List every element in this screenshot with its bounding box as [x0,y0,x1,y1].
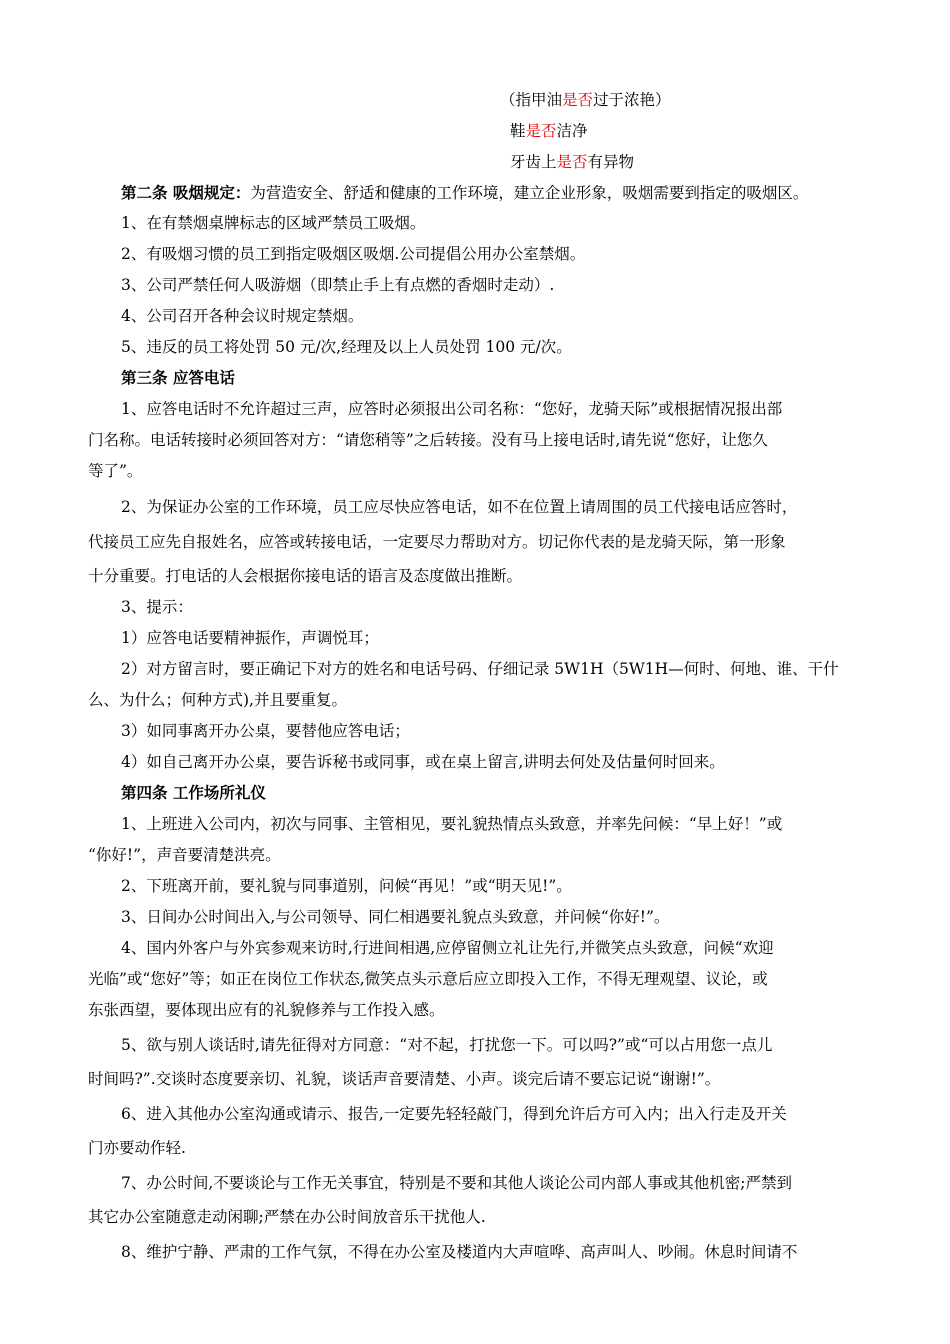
section-heading-workplace [121,783,266,803]
paragraph-line: 门名称。电话转接时必须回答对方：“请您稍等”之后转接。没有马上接电话时,请先说“您好，让您久 [88,431,768,449]
checklist-text: 过于浓艳） [593,91,671,109]
checklist-text: （指甲油 [500,91,563,109]
paragraph-line: 4、公司召开各种会议时规定禁烟。 [121,307,364,325]
paragraph-line: 5、违反的员工将处罚 50 元/次,经理及以上人员处罚 100 元/次。 [121,338,572,356]
paragraph-line: 门亦要动作轻. [88,1139,186,1157]
checklist-item [510,152,634,172]
paragraph-line: 十分重要。打电话的人会根据你接电话的语言及态度做出推断。 [88,567,523,585]
paragraph-line: 3）如同事离开办公桌，要替他应答电话； [121,722,410,740]
checklist-text: 有异物 [587,153,635,171]
paragraph-line: “你好!”，声音要清楚洪亮。 [88,846,281,864]
paragraph-line: 1、在有禁烟桌牌标志的区域严禁员工吸烟。 [121,214,426,232]
checklist-highlight: 是否 [525,122,557,140]
heading-text: 为营造安全、舒适和健康的工作环境，建立企业形象，吸烟需要到指定的吸烟区。 [250,184,809,202]
paragraph-line: 么、为什么；何种方式),并且要重复。 [88,691,347,709]
paragraph-line: 2、有吸烟习惯的员工到指定吸烟区吸烟.公司提倡公用办公室禁烟。 [121,245,586,263]
heading-label: 第三条 应答电话 [121,368,235,387]
paragraph-line: 4、国内外客户与外宾参观来访时,行进间相遇,应停留侧立礼让先行,并微笑点头致意，问候“欢迎 [121,939,774,957]
checklist-item [500,90,671,110]
paragraph-line: 6、进入其他办公室沟通或请示、报告,一定要先轻轻敲门，得到允许后方可入内；出入行走及开关 [121,1105,787,1123]
paragraph-line: 光临”或“您好”等；如正在岗位工作状态,微笑点头示意后应立即投入工作，不得无理观望、议论，或 [88,970,768,988]
checklist-item [510,121,588,141]
paragraph-line: 其它办公室随意走动闲聊;严禁在办公时间放音乐干扰他人. [88,1208,486,1226]
paragraph-line: 代接员工应先自报姓名，应答或转接电话，一定要尽力帮助对方。切记你代表的是龙骑天际，第一形象 [88,533,786,551]
paragraph-line: 7、办公时间,不要谈论与工作无关事宜，特别是不要和其他人谈论公司内部人事或其他机密;严禁到 [121,1174,793,1192]
checklist-highlight: 是否 [556,153,588,171]
heading-label: 第二条 吸烟规定： [121,183,251,202]
checklist-text: 洁净 [556,122,588,140]
section-heading-phone [121,368,235,388]
heading-label: 第四条 工作场所礼仪 [121,783,266,802]
paragraph-line: 5、欲与别人谈话时,请先征得对方同意：“对不起，打扰您一下。可以吗?”或“可以占用您一点儿 [121,1036,773,1054]
section-heading-smoking [121,183,808,203]
checklist-highlight: 是否 [562,91,594,109]
paragraph-line: 3、提示： [121,598,193,616]
checklist-text: 鞋 [510,122,526,140]
paragraph-line: 东张西望，要体现出应有的礼貌修养与工作投入感。 [88,1001,445,1019]
paragraph-line: 2）对方留言时，要正确记下对方的姓名和电话号码、仔细记录 5W1H（5W1H—何时、何地、谁、干什 [121,660,839,678]
checklist-text: 牙齿上 [510,153,557,171]
paragraph-line: 时间吗?”.交谈时态度要亲切、礼貌，谈话声音要清楚、小声。谈完后请不要忘记说“谢谢!”。 [88,1070,721,1088]
paragraph-line: 1、上班进入公司内，初次与同事、主管相见，要礼貌热情点头致意，并率先问候：“早上好！”或 [121,815,783,833]
paragraph-line: 8、维护宁静、严肃的工作气氛，不得在办公室及楼道内大声喧哗、高声叫人、吵闹。休息时间请不 [121,1243,798,1261]
paragraph-line: 1）应答电话要精神振作，声调悦耳； [121,629,379,647]
paragraph-line: 3、公司严禁任何人吸游烟（即禁止手上有点燃的香烟时走动）. [121,276,555,294]
paragraph-line: 1、应答电话时不允许超过三声，应答时必须报出公司名称：“您好，龙骑天际”或根据情况报出部 [121,400,783,418]
paragraph-line: 3、日间办公时间出入,与公司领导、同仁相遇要礼貌点头致意，并问候“你好!”。 [121,908,670,926]
paragraph-line: 等了”。 [88,462,143,480]
paragraph-line: 4）如自己离开办公桌，要告诉秘书或同事，或在桌上留言,讲明去何处及估量何时回来。 [121,753,725,771]
paragraph-line: 2、下班离开前，要礼貌与同事道别，问候“再见！”或“明天见!”。 [121,877,572,895]
paragraph-line: 2、为保证办公室的工作环境，员工应尽快应答电话，如不在位置上请周围的员工代接电话应答时， [121,498,798,516]
